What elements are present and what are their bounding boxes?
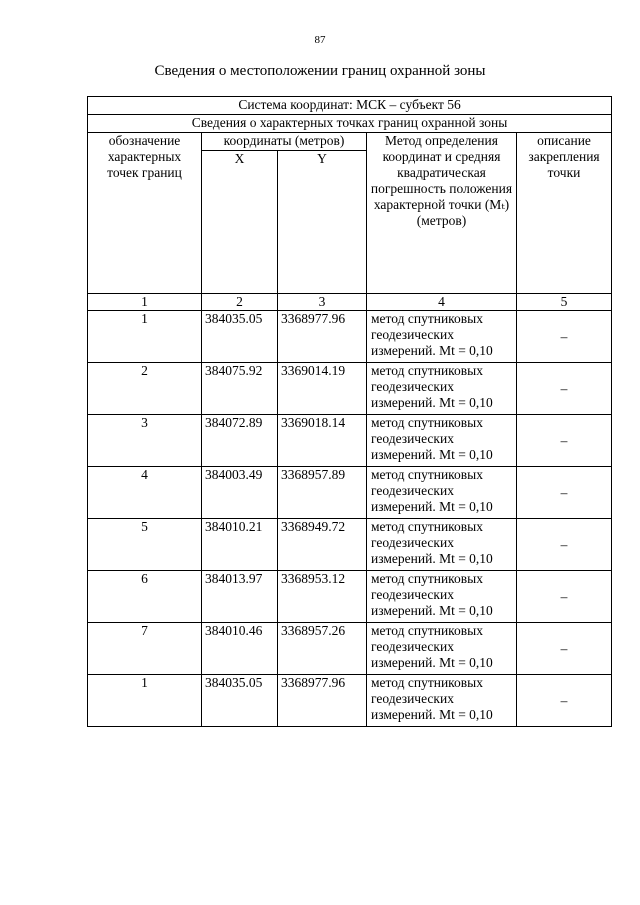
header-coordinates-group: координаты (метров) — [202, 133, 367, 151]
table-body — [88, 97, 612, 727]
header-point-designation: обозначение характерных точек границ — [88, 133, 202, 294]
table-row — [88, 363, 612, 415]
description-cell: – — [517, 623, 612, 675]
x-coordinate-cell: 384035.05 — [202, 311, 278, 363]
description-cell: – — [517, 311, 612, 363]
header-row-1 — [88, 133, 612, 151]
description-cell: – — [517, 571, 612, 623]
description-cell: – — [517, 675, 612, 727]
column-number: 4 — [367, 294, 517, 311]
column-number: 2 — [202, 294, 278, 311]
table-row — [88, 311, 612, 363]
y-coordinate-cell: 3368949.72 — [278, 519, 367, 571]
point-number-cell: 2 — [88, 363, 202, 415]
x-coordinate-cell: 384035.05 — [202, 675, 278, 727]
method-cell: метод спутниковых геодезических измерений. Mt = 0,10 — [367, 311, 517, 363]
document-title: Сведения о местоположении границ охранной зоны — [154, 63, 486, 79]
description-cell: – — [517, 415, 612, 467]
point-number-cell: 7 — [88, 623, 202, 675]
x-coordinate-cell: 384072.89 — [202, 415, 278, 467]
y-coordinate-cell: 3368953.12 — [278, 571, 367, 623]
header-description: описание закрепления точки — [517, 133, 612, 294]
column-number: 5 — [517, 294, 612, 311]
point-number-cell: 1 — [88, 311, 202, 363]
point-number-cell: 1 — [88, 675, 202, 727]
coordinates-table — [87, 96, 612, 727]
system-row — [88, 97, 612, 115]
method-cell: метод спутниковых геодезических измерений. Mt = 0,10 — [367, 363, 517, 415]
column-number: 3 — [278, 294, 367, 311]
coordinate-system-cell: Система координат: МСК – субъект 56 — [88, 97, 612, 115]
y-coordinate-cell: 3368977.96 — [278, 675, 367, 727]
x-coordinate-cell: 384003.49 — [202, 467, 278, 519]
x-coordinate-cell: 384013.97 — [202, 571, 278, 623]
header-method: Метод определения координат и средняя квадратическая погрешность положения характерной точки (Mₜ) (метров) — [367, 133, 517, 294]
column-number: 1 — [88, 294, 202, 311]
method-cell: метод спутниковых геодезических измерений. Mt = 0,10 — [367, 675, 517, 727]
table-row — [88, 675, 612, 727]
x-coordinate-cell: 384010.46 — [202, 623, 278, 675]
x-coordinate-cell: 384010.21 — [202, 519, 278, 571]
y-coordinate-cell: 3368977.96 — [278, 311, 367, 363]
column-number-row — [88, 294, 612, 311]
y-coordinate-cell: 3368957.89 — [278, 467, 367, 519]
table-row — [88, 623, 612, 675]
table-row — [88, 571, 612, 623]
point-number-cell: 4 — [88, 467, 202, 519]
description-cell: – — [517, 467, 612, 519]
table-row — [88, 519, 612, 571]
y-coordinate-cell: 3369018.14 — [278, 415, 367, 467]
method-cell: метод спутниковых геодезических измерений. Mt = 0,10 — [367, 623, 517, 675]
x-coordinate-cell: 384075.92 — [202, 363, 278, 415]
info-row — [88, 115, 612, 133]
point-number-cell: 6 — [88, 571, 202, 623]
point-number-cell: 5 — [88, 519, 202, 571]
header-y: Y — [278, 151, 367, 294]
method-cell: метод спутниковых геодезических измерений. Mt = 0,10 — [367, 519, 517, 571]
y-coordinate-cell: 3369014.19 — [278, 363, 367, 415]
method-cell: метод спутниковых геодезических измерений. Mt = 0,10 — [367, 467, 517, 519]
page-number: 87 — [314, 34, 326, 46]
method-cell: метод спутниковых геодезических измерений. Mt = 0,10 — [367, 415, 517, 467]
y-coordinate-cell: 3368957.26 — [278, 623, 367, 675]
method-cell: метод спутниковых геодезических измерений. Mt = 0,10 — [367, 571, 517, 623]
point-number-cell: 3 — [88, 415, 202, 467]
description-cell: – — [517, 363, 612, 415]
table-row — [88, 415, 612, 467]
header-x: X — [202, 151, 278, 294]
table-row — [88, 467, 612, 519]
points-info-cell: Сведения о характерных точках границ охранной зоны — [88, 115, 612, 133]
description-cell: – — [517, 519, 612, 571]
